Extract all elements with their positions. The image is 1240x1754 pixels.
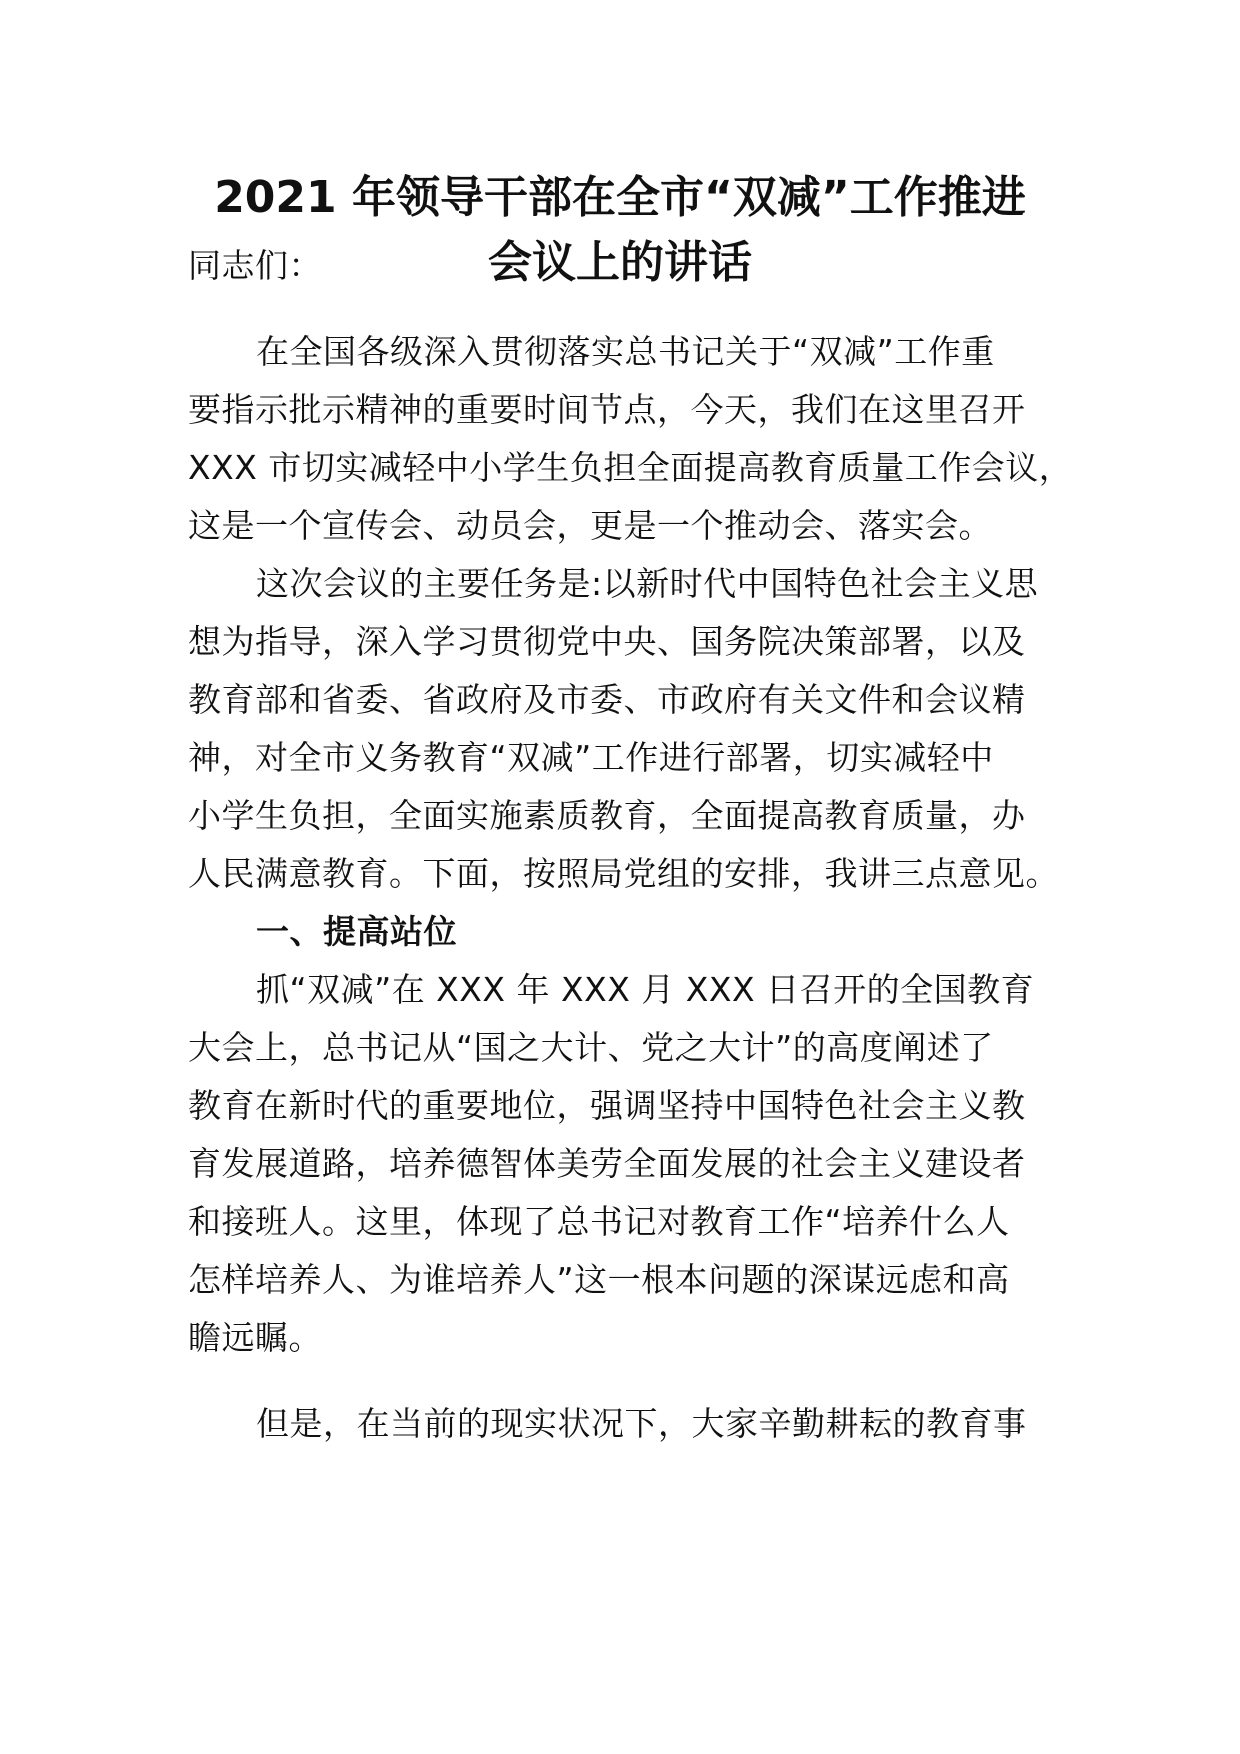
paragraph-1-line-2: 要指示批示精神的重要时间节点，今天，我们在这里召开: [188, 390, 1026, 429]
paragraph-2-line-6: 人民满意教育。下面，按照局党组的安排，我讲三点意见。: [188, 854, 1059, 893]
paragraph-3-line-4: 育发展道路，培养德智体美劳全面发展的社会主义建设者: [188, 1144, 1026, 1183]
paragraph-2-line-1: 这次会议的主要任务是:以新时代中国特色社会主义思: [256, 564, 1039, 603]
paragraph-3-line-2: 大会上，总书记从“国之大计、党之大计”的高度阐述了: [188, 1028, 994, 1067]
paragraph-3-line-7: 瞻远瞩。: [188, 1318, 322, 1357]
document-title-line-2: 会议上的讲话: [488, 237, 752, 288]
paragraph-2-line-4: 神，对全市义务教育“双减”工作进行部署，切实减轻中: [188, 738, 994, 777]
paragraph-3-line-5: 和接班人。这里，体现了总书记对教育工作“培养什么人: [188, 1202, 1010, 1241]
document-title-line-1: 2021 年领导干部在全市“双减”工作推进: [214, 172, 1026, 223]
section-heading-1: 一、提高站位: [256, 912, 457, 951]
salutation: 同志们：: [188, 246, 322, 285]
paragraph-3-line-3: 教育在新时代的重要地位，强调坚持中国特色社会主义教: [188, 1086, 1026, 1125]
paragraph-1-line-4: 这是一个宣传会、动员会，更是一个推动会、落实会。: [188, 506, 992, 545]
paragraph-3-line-1: 抓“双减”在 XXX 年 XXX 月 XXX 日召开的全国教育: [256, 970, 1035, 1009]
paragraph-1-line-1: 在全国各级深入贯彻落实总书记关于“双减”工作重: [256, 332, 995, 371]
paragraph-3-line-6: 怎样培养人、为谁培养人”这一根本问题的深谋远虑和高: [188, 1260, 1010, 1299]
paragraph-2-line-5: 小学生负担，全面实施素质教育，全面提高教育质量，办: [188, 796, 1026, 835]
paragraph-1-line-3: XXX 市切实减轻中小学生负担全面提高教育质量工作会议，: [188, 448, 1073, 487]
paragraph-2-line-3: 教育部和省委、省政府及市委、市政府有关文件和会议精: [188, 680, 1026, 719]
paragraph-4-line-1: 但是，在当前的现实状况下，大家辛勤耕耘的教育事: [256, 1404, 1027, 1443]
paragraph-2-line-2: 想为指导，深入学习贯彻党中央、国务院决策部署，以及: [188, 622, 1026, 661]
